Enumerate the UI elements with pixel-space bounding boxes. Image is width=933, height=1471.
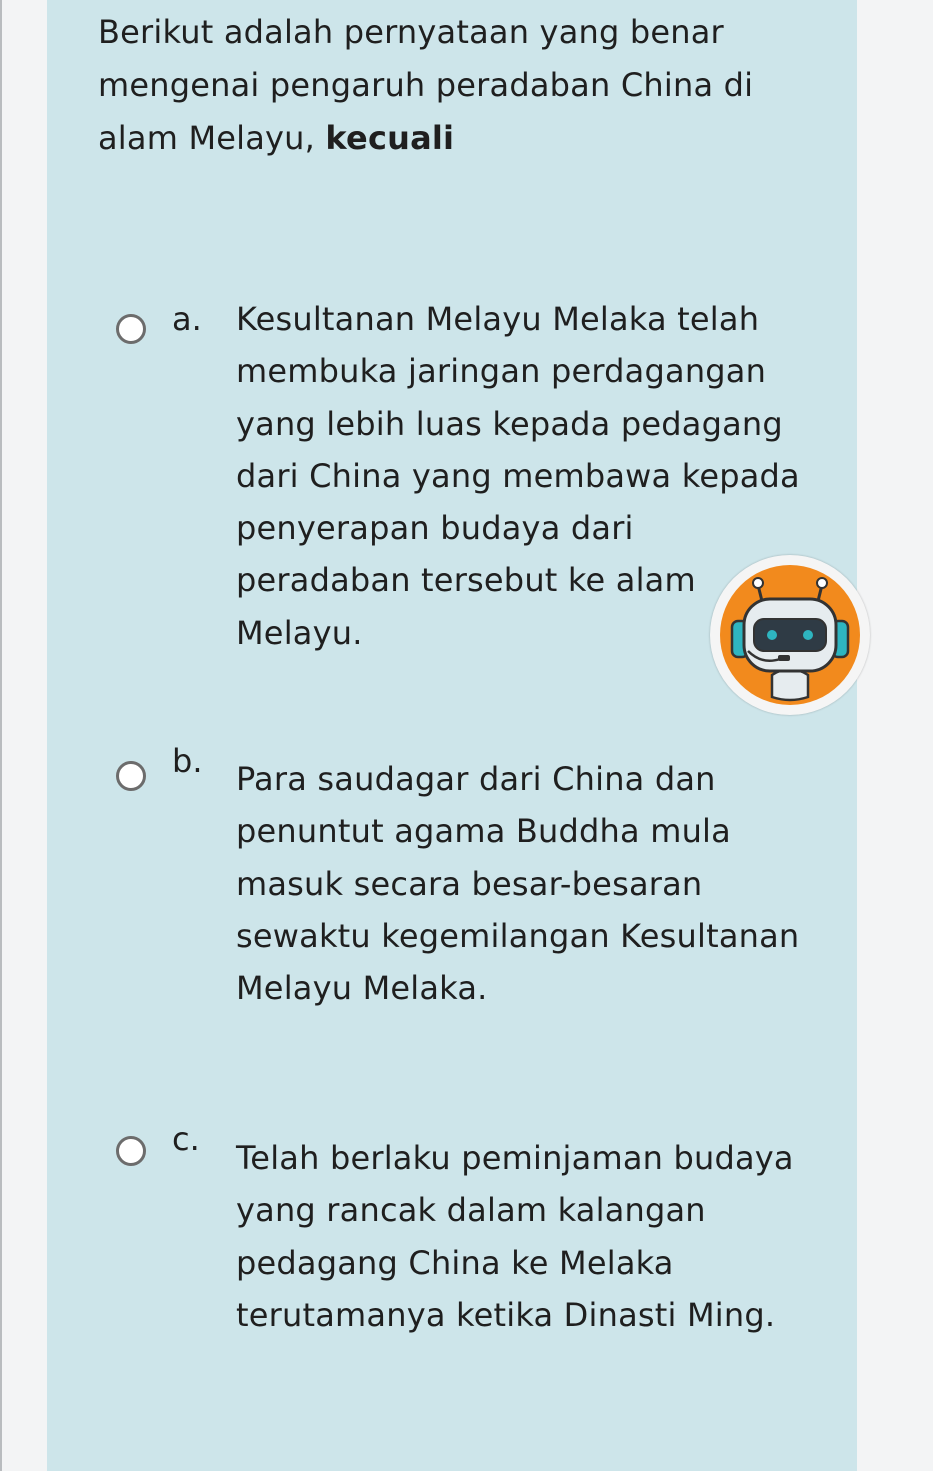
option-c[interactable]	[114, 1120, 814, 1400]
assistant-button[interactable]	[710, 555, 870, 715]
question-text	[98, 6, 828, 165]
option-c-letter: c.	[172, 1120, 200, 1158]
option-b[interactable]	[114, 742, 814, 1022]
option-b-text: Para saudagar dari China dan penuntut agama Buddha mula masuk secara besar-besaran sewaktu kegemilangan Kesultanan Melayu Melaka.	[236, 760, 800, 1008]
question-body: Berikut adalah pernyataan yang benar mengenai pengaruh peradaban China di alam Melayu,	[98, 13, 754, 157]
option-a-letter: a.	[172, 300, 202, 338]
robot-assistant-icon	[710, 555, 870, 715]
radio-option-a[interactable]	[116, 314, 146, 344]
option-a-text: Kesultanan Melayu Melaka telah membuka jaringan perdagangan yang lebih luas kepada pedagang dari China yang membawa kepada penyerapan budaya dari peradaban tersebut ke alam Melayu.	[236, 300, 800, 652]
question-emphasis: kecuali	[325, 119, 455, 157]
option-a[interactable]	[114, 300, 814, 700]
page-edge	[0, 0, 2, 1471]
option-c-text: Telah berlaku peminjaman budaya yang rancak dalam kalangan pedagang China ke Melaka terutamanya ketika Dinasti Ming.	[236, 1139, 794, 1334]
radio-option-c[interactable]	[116, 1136, 146, 1166]
option-b-letter: b.	[172, 742, 203, 780]
radio-option-b[interactable]	[116, 761, 146, 791]
